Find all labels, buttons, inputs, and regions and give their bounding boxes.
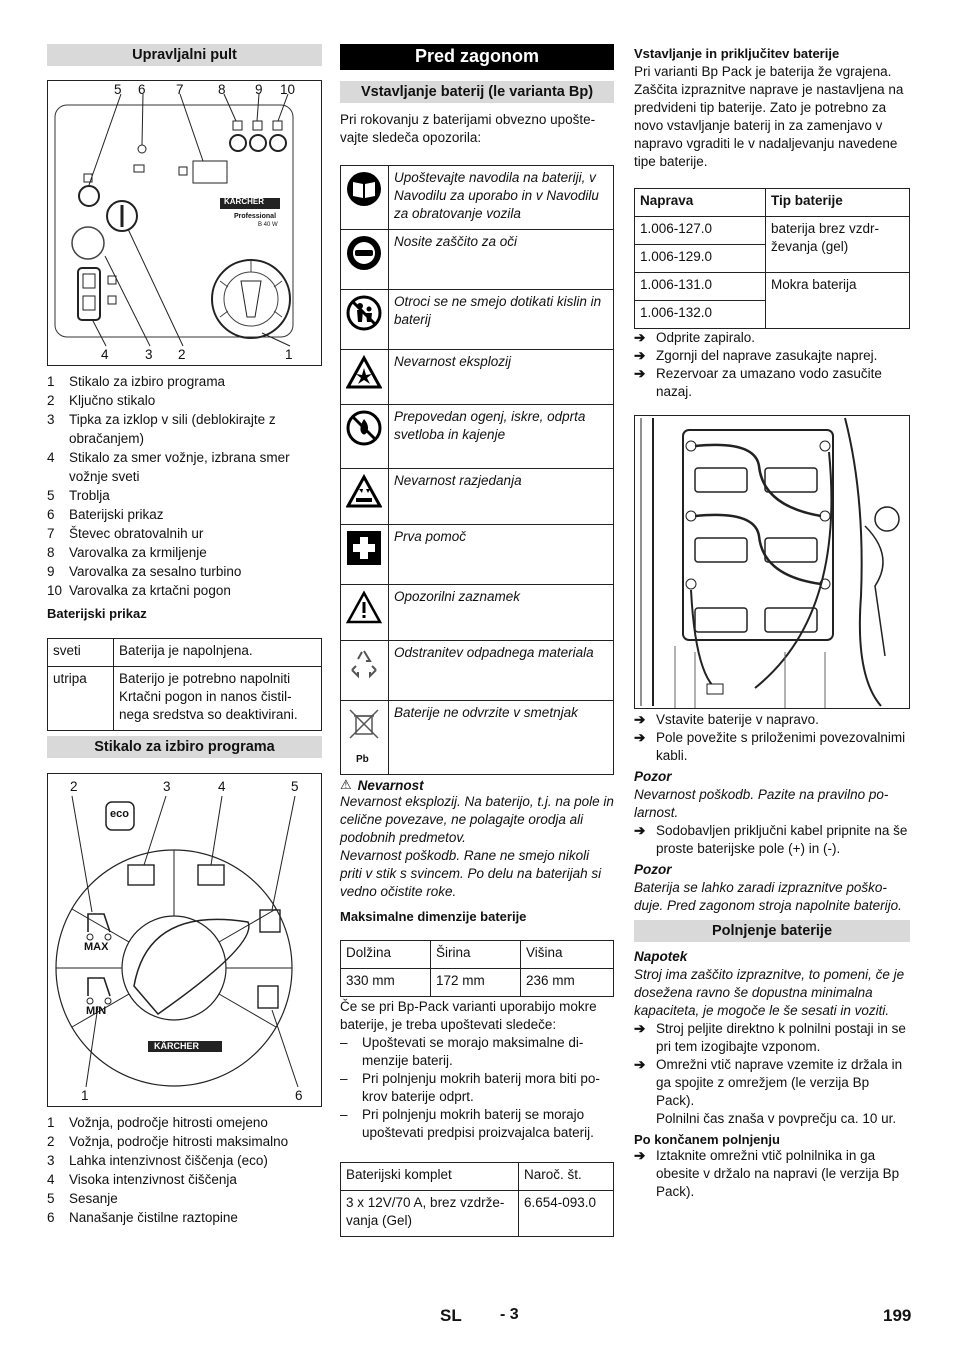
step-item: ➔ Sodobavljen priključni kabel pripnite na še proste baterijske pole (+) in (-). bbox=[634, 823, 908, 856]
column-3 bbox=[634, 44, 910, 1201]
table-row: Nosite zaščito za oči bbox=[341, 230, 614, 290]
manual-icon bbox=[341, 166, 389, 230]
callout-10: 10 bbox=[280, 82, 296, 97]
danger-text-2: Nevarnost poškodb. Rane ne smejo nikoli priti v stik s svincem. Po delu na baterijah si vedno očistite roke. bbox=[340, 848, 602, 899]
table-row: sveti Baterija je napolnjena. bbox=[48, 639, 322, 667]
battery-display-heading: Baterijski prikaz bbox=[47, 606, 147, 621]
list-item: 5 Sesanje bbox=[47, 1191, 118, 1206]
callout-4: 4 bbox=[218, 779, 226, 794]
list-item: – Pri polnjenju mokrih baterij se morajo upoštevati predpisi proizvajalca baterij. bbox=[340, 1107, 594, 1140]
warnings-table bbox=[340, 165, 614, 775]
callout-3: 3 bbox=[145, 347, 153, 362]
chapter-title: Pred zagonom bbox=[340, 44, 614, 70]
table-row: Otroci se ne smejo dotikati kislin in baterij bbox=[341, 290, 614, 350]
insert-battery-heading: Vstavljanje in priključitev baterije bbox=[634, 46, 840, 61]
section-title-battery-insert: Vstavljanje baterij (le varianta Bp) bbox=[340, 81, 614, 103]
list-item: 8 Varovalka za krmiljenje bbox=[47, 545, 207, 560]
dimensions-table bbox=[340, 940, 614, 997]
program-selector-legend bbox=[47, 1113, 322, 1227]
footer-local-page: - 3 bbox=[500, 1306, 519, 1323]
control-panel-figure bbox=[47, 80, 322, 366]
step-item: ➔ Rezervoar za umazano vodo zasučite nazaj. bbox=[634, 366, 882, 399]
control-panel-drawing bbox=[48, 81, 321, 365]
list-item: 6 Baterijski prikaz bbox=[47, 507, 164, 522]
table-row: 330 mm 172 mm 236 mm bbox=[341, 969, 614, 997]
max-label: MAX bbox=[84, 941, 109, 953]
table-row: Odstranitev odpadnega materiala bbox=[341, 641, 614, 701]
step-item: ➔ Stroj peljite direktno k polnilni postaji in se pri tem izogibajte vzponom. bbox=[634, 1021, 906, 1054]
table-row: Dolžina Širina Višina bbox=[341, 941, 614, 969]
list-item: 4 Visoka intenzivnost čiščenja bbox=[47, 1172, 237, 1187]
callout-6: 6 bbox=[138, 82, 146, 97]
step-item: ➔ Odprite zapiralo. bbox=[634, 330, 756, 345]
step-item: ➔ Pole povežite s priloženimi povezovalnimi kabli. bbox=[634, 730, 906, 763]
table-row: Prva pomoč bbox=[341, 525, 614, 585]
callout-2: 2 bbox=[178, 347, 186, 362]
goggles-icon bbox=[341, 230, 389, 290]
callout-6: 6 bbox=[295, 1088, 303, 1103]
note-title: Napotek bbox=[634, 949, 688, 964]
list-item: – Upoštevati se morajo maksimalne dimenzije baterij. bbox=[340, 1035, 584, 1068]
footer-page-number: 199 bbox=[883, 1306, 912, 1325]
eco-label: eco bbox=[110, 808, 129, 820]
list-item: 4 Stikalo za smer vožnje, izbrana smer vožnje sveti bbox=[47, 450, 290, 484]
column-1 bbox=[47, 44, 322, 1227]
first-aid-icon bbox=[341, 525, 389, 585]
table-row: 1.006-131.0 Mokra baterija bbox=[635, 273, 910, 301]
callout-5: 5 bbox=[114, 82, 122, 97]
battery-installation-figure bbox=[634, 415, 910, 709]
list-item: 7 Števec obratovalnih ur bbox=[47, 526, 204, 541]
table-row: Nevarnost razjedanja bbox=[341, 469, 614, 525]
section-title-program-selector: Stikalo za izbiro programa bbox=[47, 736, 322, 758]
callout-5: 5 bbox=[291, 779, 299, 794]
list-item: 9 Varovalka za sesalno turbino bbox=[47, 564, 242, 579]
no-bin-icon bbox=[341, 701, 389, 775]
after-charging-heading: Po končanem polnjenju bbox=[634, 1132, 780, 1147]
danger-header: ⚠ Nevarnost bbox=[340, 777, 424, 793]
model-label: B 40 W bbox=[258, 222, 278, 228]
battery-type-table bbox=[634, 188, 910, 329]
callout-3: 3 bbox=[163, 779, 171, 794]
battery-installation-drawing bbox=[635, 416, 909, 708]
dimensions-heading: Maksimalne dimenzije baterije bbox=[340, 909, 527, 924]
table-row: Upoštevajte navodila na bateriji, v Navodilu za uporabo in v Navodilu za obratovanje vozila bbox=[341, 166, 614, 230]
brand-logo: KÄRCHER bbox=[224, 197, 264, 206]
table-row: 3 x 12V/70 A, brez vzdrževanja (Gel) 6.654-093.0 bbox=[341, 1191, 614, 1237]
table-row: Prepovedan ogenj, iskre, odprta svetloba in kajenje bbox=[341, 405, 614, 469]
list-item: 1 Stikalo za izbiro programa bbox=[47, 374, 226, 389]
warning-icon bbox=[341, 585, 389, 641]
no-fire-icon bbox=[341, 405, 389, 469]
step-item: ➔ Omrežni vtič naprave vzemite iz držala in ga spojite z omrežjem (le verzija Bp Pack). bbox=[634, 1057, 903, 1108]
min-label: MIN bbox=[86, 1005, 107, 1017]
battery-kit-table bbox=[340, 1162, 614, 1237]
callout-9: 9 bbox=[255, 82, 263, 97]
section-title-charging: Polnjenje baterije bbox=[634, 920, 910, 942]
list-item: 3 Tipka za izklop v sili (deblokirajte z obračanjem) bbox=[47, 412, 276, 446]
callout-8: 8 bbox=[218, 82, 226, 97]
footer-language: SL bbox=[440, 1306, 462, 1325]
charge-time-text: Polnilni čas znaša v povprečju ca. 10 ur. bbox=[656, 1111, 897, 1126]
brand-logo: KÄRCHER bbox=[154, 1041, 199, 1051]
step-item: ➔ Zgornji del naprave zasukajte naprej. bbox=[634, 348, 878, 363]
step-item: ➔ Vstavite baterije v napravo. bbox=[634, 712, 819, 727]
callout-1: 1 bbox=[81, 1088, 89, 1103]
callout-2: 2 bbox=[70, 779, 78, 794]
explosion-icon bbox=[341, 350, 389, 405]
caution-1-title: Pozor bbox=[634, 769, 672, 784]
caution-1-text: Nevarnost poškodb. Pazite na pravilno polarnost. bbox=[634, 787, 889, 820]
list-item: 3 Lahka intenzivnost čiščenja (eco) bbox=[47, 1153, 268, 1168]
pb-label: Pb bbox=[356, 754, 369, 765]
table-row: 1.006-127.0 baterija brez vzdrževanja (gel) bbox=[635, 217, 910, 245]
table-row: 1.006-129.0 bbox=[635, 245, 910, 273]
program-selector-figure bbox=[47, 773, 322, 1107]
table-row: utripa Baterijo je potrebno napolniti Krtačni pogon in nanos čistilnega sredstva so deaktivirani. bbox=[48, 667, 322, 731]
insert-battery-text: Pri varianti Bp Pack je baterija že vgrajena. Zaščita izpraznitve naprave je nastavljena na predvideni tip baterije. Zato je potrebno za novo vstavljanje baterij in za zamenjavo v napravo vgraditi le v nadaljevanju navedene tipe baterije. bbox=[634, 64, 904, 169]
list-item: 1 Vožnja, področje hitrosti omejeno bbox=[47, 1115, 268, 1130]
list-item: 6 Nanašanje čistilne raztopine bbox=[47, 1210, 238, 1225]
callout-7: 7 bbox=[176, 82, 184, 97]
battery-display-table bbox=[47, 638, 322, 731]
list-item: 2 Vožnja, področje hitrosti maksimalno bbox=[47, 1134, 289, 1149]
bp-intro: Če se pri Bp-Pack varianti uporabijo mokre baterije, je treba upoštevati sledeče: bbox=[340, 999, 597, 1032]
callout-4: 4 bbox=[101, 347, 109, 362]
program-selector-drawing bbox=[48, 774, 321, 1106]
brand-subtitle: Professional bbox=[234, 213, 277, 220]
recycle-icon bbox=[341, 641, 389, 701]
caution-2-title: Pozor bbox=[634, 862, 672, 877]
list-item: 10 Varovalka za krtačni pogon bbox=[47, 583, 231, 598]
step-item: ➔ Iztaknite omrežni vtič polnilnika in ga obesite v držalo na napravi (le verzija Bp Pack). bbox=[634, 1148, 900, 1199]
column-2 bbox=[340, 44, 614, 1237]
list-item: – Pri polnjenju mokrih baterij mora biti pokrov baterije odprt. bbox=[340, 1071, 600, 1104]
caution-2-text: Baterija se lahko zaradi izpraznitve poškoduje. Pred zagonom stroja napolnite baterijo. bbox=[634, 880, 902, 913]
children-icon bbox=[341, 290, 389, 350]
list-item: 5 Troblja bbox=[47, 488, 110, 503]
table-row: Nevarnost eksplozij bbox=[341, 350, 614, 405]
table-row: Baterijski komplet Naroč. št. bbox=[341, 1163, 614, 1191]
table-row: Pb Baterije ne odvrzite v smetnjak bbox=[341, 701, 614, 775]
corrosion-icon bbox=[341, 469, 389, 525]
table-row: Opozorilni zaznamek bbox=[341, 585, 614, 641]
danger-icon: ⚠ bbox=[340, 777, 352, 792]
callout-1: 1 bbox=[285, 347, 293, 362]
table-row: Naprava Tip baterije bbox=[635, 189, 910, 217]
danger-text-1: Nevarnost eksplozij. Na baterijo, t.j. na pole in celične povezave, ne polagajte orodja ali podobnih predmetov. bbox=[340, 794, 614, 845]
table-row: 1.006-132.0 bbox=[635, 301, 910, 329]
note-text: Stroj ima zaščito izpraznitve, to pomeni, če je dosežena ravno še dopustna minimalna kapaciteta, je mogoče le še sesati in voziti. bbox=[634, 967, 905, 1018]
list-item: 2 Ključno stikalo bbox=[47, 393, 156, 408]
section-title-control-panel: Upravljalni pult bbox=[47, 44, 322, 66]
intro-text: Pri rokovanju z baterijami obvezno upoštevajte sledeča opozorila: bbox=[340, 112, 596, 145]
control-panel-legend bbox=[47, 372, 322, 600]
